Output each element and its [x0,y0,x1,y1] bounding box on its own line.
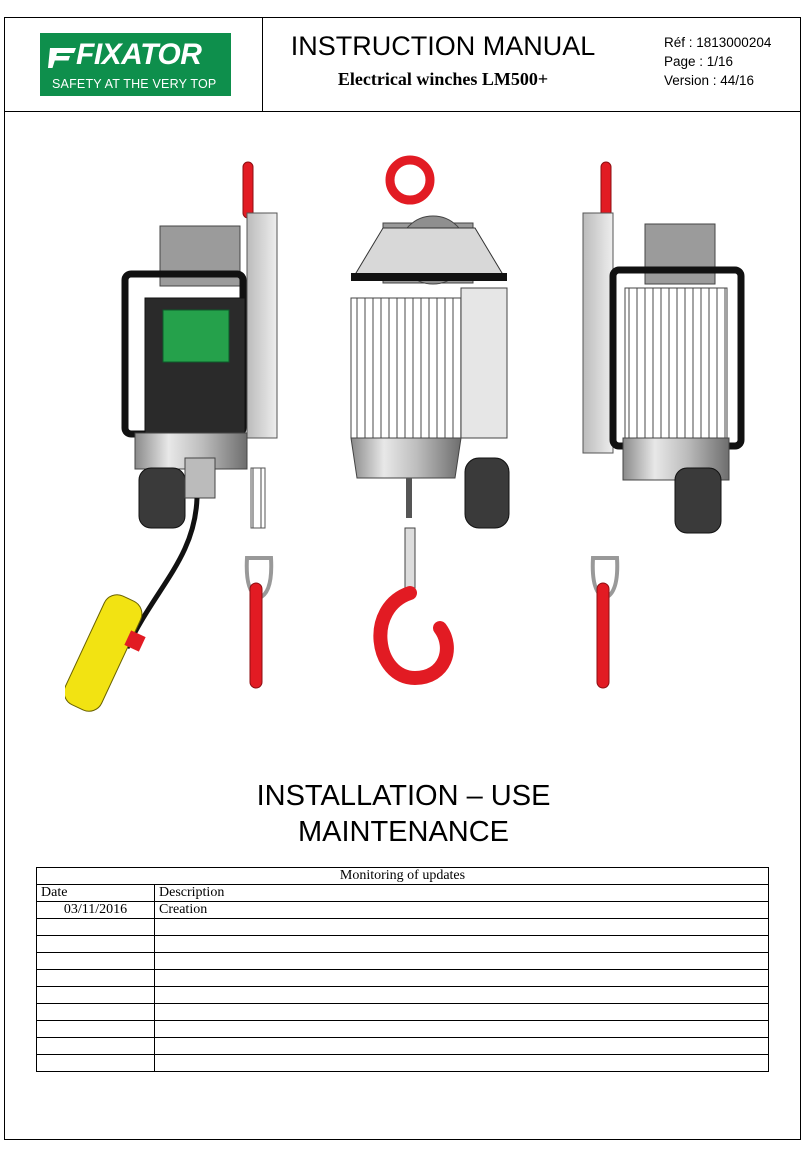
manual-title: INSTRUCTION MANUAL [290,31,596,61]
row-description [155,1038,769,1055]
table-row [37,902,769,919]
row-date [37,1004,155,1021]
fixator-f-mark-icon [48,44,78,70]
updates-table [36,867,769,1072]
document-meta [664,33,771,90]
row-date [37,1055,155,1072]
row-description [155,936,769,953]
table-row [37,1055,769,1072]
row-description [155,953,769,970]
row-description: Creation [155,902,769,919]
table-row [37,1021,769,1038]
row-date [37,936,155,953]
logo-cell [5,18,263,111]
table-row [37,1038,769,1055]
column-header-date: Date [37,885,155,902]
winch-left-view [65,162,277,716]
row-description [155,1021,769,1038]
installation-title-line2: MAINTENANCE [297,816,510,848]
row-date [37,919,155,936]
reference-number: Réf : 1813000204 [664,35,772,50]
row-date: 03/11/2016 [37,902,155,919]
row-description [155,1055,769,1072]
table-row [37,970,769,987]
page-frame [4,17,801,1140]
column-header-description: Description [155,885,769,902]
fixator-logo [40,33,231,96]
table-row [37,987,769,1004]
updates-caption: Monitoring of updates [37,868,769,885]
installation-title-line1: INSTALLATION – USE [256,780,551,812]
logo-tagline: SAFETY AT THE VERY TOP [52,77,217,91]
logo-brand-text: FIXATOR [76,38,202,71]
row-date [37,987,155,1004]
row-date [37,1038,155,1055]
updates-header-row [37,885,769,902]
row-date [37,970,155,987]
table-row [37,919,769,936]
row-description [155,1004,769,1021]
winch-center-view [351,160,509,678]
row-description [155,919,769,936]
row-date [37,953,155,970]
table-row [37,1004,769,1021]
row-date [37,1021,155,1038]
installation-title [5,778,802,850]
row-description [155,970,769,987]
version-number: Version : 44/16 [664,73,755,88]
manual-subtitle: Electrical winches LM500+ [337,69,549,89]
winch-right-view [583,162,741,688]
page-number: Page : 1/16 [664,54,734,69]
row-description [155,987,769,1004]
updates-caption-row [37,868,769,885]
document-header [5,18,800,112]
table-row [37,953,769,970]
winch-illustration [65,138,765,738]
table-row [37,936,769,953]
